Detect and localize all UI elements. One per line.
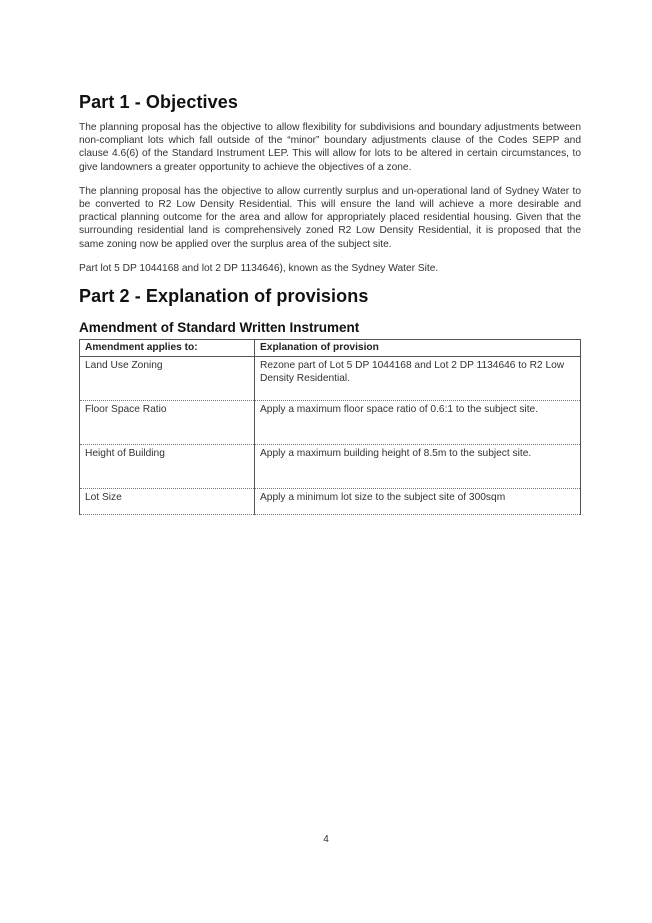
table-row <box>80 401 581 445</box>
table-header-row <box>80 340 581 357</box>
table-cell-amendment: Lot Size <box>80 489 255 515</box>
table-header-cell-amendment: Amendment applies to: <box>80 340 255 357</box>
table-cell-amendment: Height of Building <box>80 445 255 489</box>
table-header-cell-explanation: Explanation of provision <box>255 340 581 357</box>
part1-paragraph-1: The planning proposal has the objective to allow flexibility for subdivisions and boundary adjustments between non-compliant lots which fall outside of the “minor” boundary adjustments clause of the Codes SEPP and clause 4.6(6) of the Standard Instrument LEP. This will allow for lots to be altered in certain circumstances, to give landowners a greater opportunity to achieve the objectives of a zone. <box>79 122 581 173</box>
part2-heading: Part 2 - Explanation of provisions <box>79 286 369 307</box>
table-row <box>80 357 581 401</box>
part2-subheading: Amendment of Standard Written Instrument <box>79 320 360 336</box>
table-cell-explanation: Rezone part of Lot 5 DP 1044168 and Lot 2 DP 1134646 to R2 Low Density Residential. <box>255 357 581 401</box>
table-row <box>80 489 581 515</box>
table-cell-amendment: Floor Space Ratio <box>80 401 255 445</box>
table-cell-explanation: Apply a maximum floor space ratio of 0.6:1 to the subject site. <box>255 401 581 445</box>
table-cell-amendment: Land Use Zoning <box>80 357 255 401</box>
table-row <box>80 445 581 489</box>
document-page <box>79 92 581 515</box>
provisions-table <box>79 339 581 515</box>
part1-paragraph-2: The planning proposal has the objective to allow currently surplus and un-operational land of Sydney Water to be converted to R2 Low Density Residential. This will ensure the land will achieve a more desirable and practical planning outcome for the area and allow for appropriately placed residential housing. Given that the surrounding residential land is comprehensively zoned R2 Low Density Residential, it is proposed that the same zoning now be applied over the surplus area of the subject site. <box>79 185 581 250</box>
part1-heading: Part 1 - Objectives <box>79 92 238 112</box>
table-cell-explanation: Apply a minimum lot size to the subject site of 300sqm <box>255 489 581 515</box>
table-cell-explanation: Apply a maximum building height of 8.5m to the subject site. <box>255 445 581 489</box>
part1-paragraph-3: Part lot 5 DP 1044168 and lot 2 DP 1134646), known as the Sydney Water Site. <box>79 262 439 274</box>
page-number: 4 <box>323 834 329 845</box>
